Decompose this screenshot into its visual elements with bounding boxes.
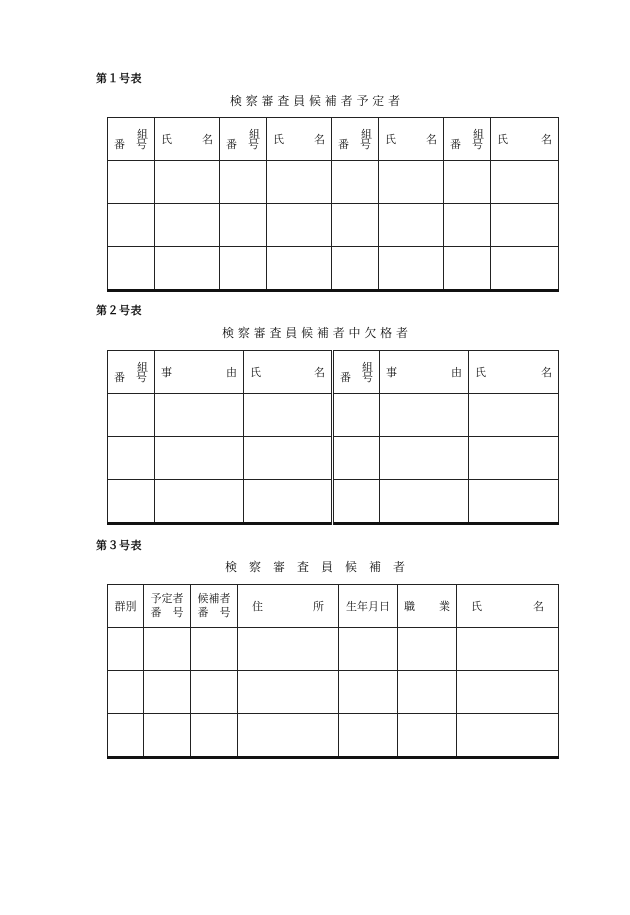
header-kumi-number: 組 番 号 (108, 118, 155, 161)
header-kumi-number: 組 番 号 (108, 351, 155, 394)
header-group: 群別 (108, 585, 144, 628)
table2-disqualified-candidates (107, 350, 559, 525)
table3-label: 第３号表 (96, 539, 142, 552)
header-reason: 事 由 (380, 351, 469, 394)
header-reason: 事 由 (155, 351, 244, 394)
table-row (108, 480, 559, 524)
table1-candidate-schedule (107, 117, 559, 292)
header-name: 氏 名 (469, 351, 559, 394)
table3-title: 検 察 審 査 員 候 補 者 (224, 560, 405, 574)
table2-title: 検 察 審 査 員 候 補 者 中 欠 格 者 (222, 326, 408, 340)
table-row (108, 714, 559, 758)
table2-label: 第２号表 (96, 304, 142, 317)
header-name: 氏 名 (244, 351, 333, 394)
header-birthdate: 生年月日 (339, 585, 398, 628)
header-kumi-number: 組 番 号 (444, 118, 491, 161)
header-kumi-number: 組 番 号 (333, 351, 380, 394)
table-row (108, 628, 559, 671)
header-kumi-number: 組 番 号 (332, 118, 379, 161)
header-scheduled-number: 予定者 番 号 (144, 585, 191, 628)
table3-candidates (107, 584, 559, 759)
table-row (108, 204, 559, 247)
header-candidate-number: 候補者 番 号 (191, 585, 238, 628)
header-kumi-number: 組 番 号 (220, 118, 267, 161)
table1-label: 第１号表 (96, 72, 142, 85)
table-row (108, 161, 559, 204)
table1-title: 検 察 審 査 員 候 補 者 予 定 者 (229, 94, 401, 108)
header-address: 住 所 (238, 585, 339, 628)
table-row (108, 437, 559, 480)
header-name: 氏 名 (491, 118, 559, 161)
header-name: 氏 名 (155, 118, 220, 161)
header-occupation: 職 業 (398, 585, 457, 628)
header-name: 氏 名 (379, 118, 444, 161)
header-name: 氏 名 (267, 118, 332, 161)
header-name: 氏 名 (457, 585, 559, 628)
table-row (108, 247, 559, 291)
table-row (108, 671, 559, 714)
table-row (108, 394, 559, 437)
